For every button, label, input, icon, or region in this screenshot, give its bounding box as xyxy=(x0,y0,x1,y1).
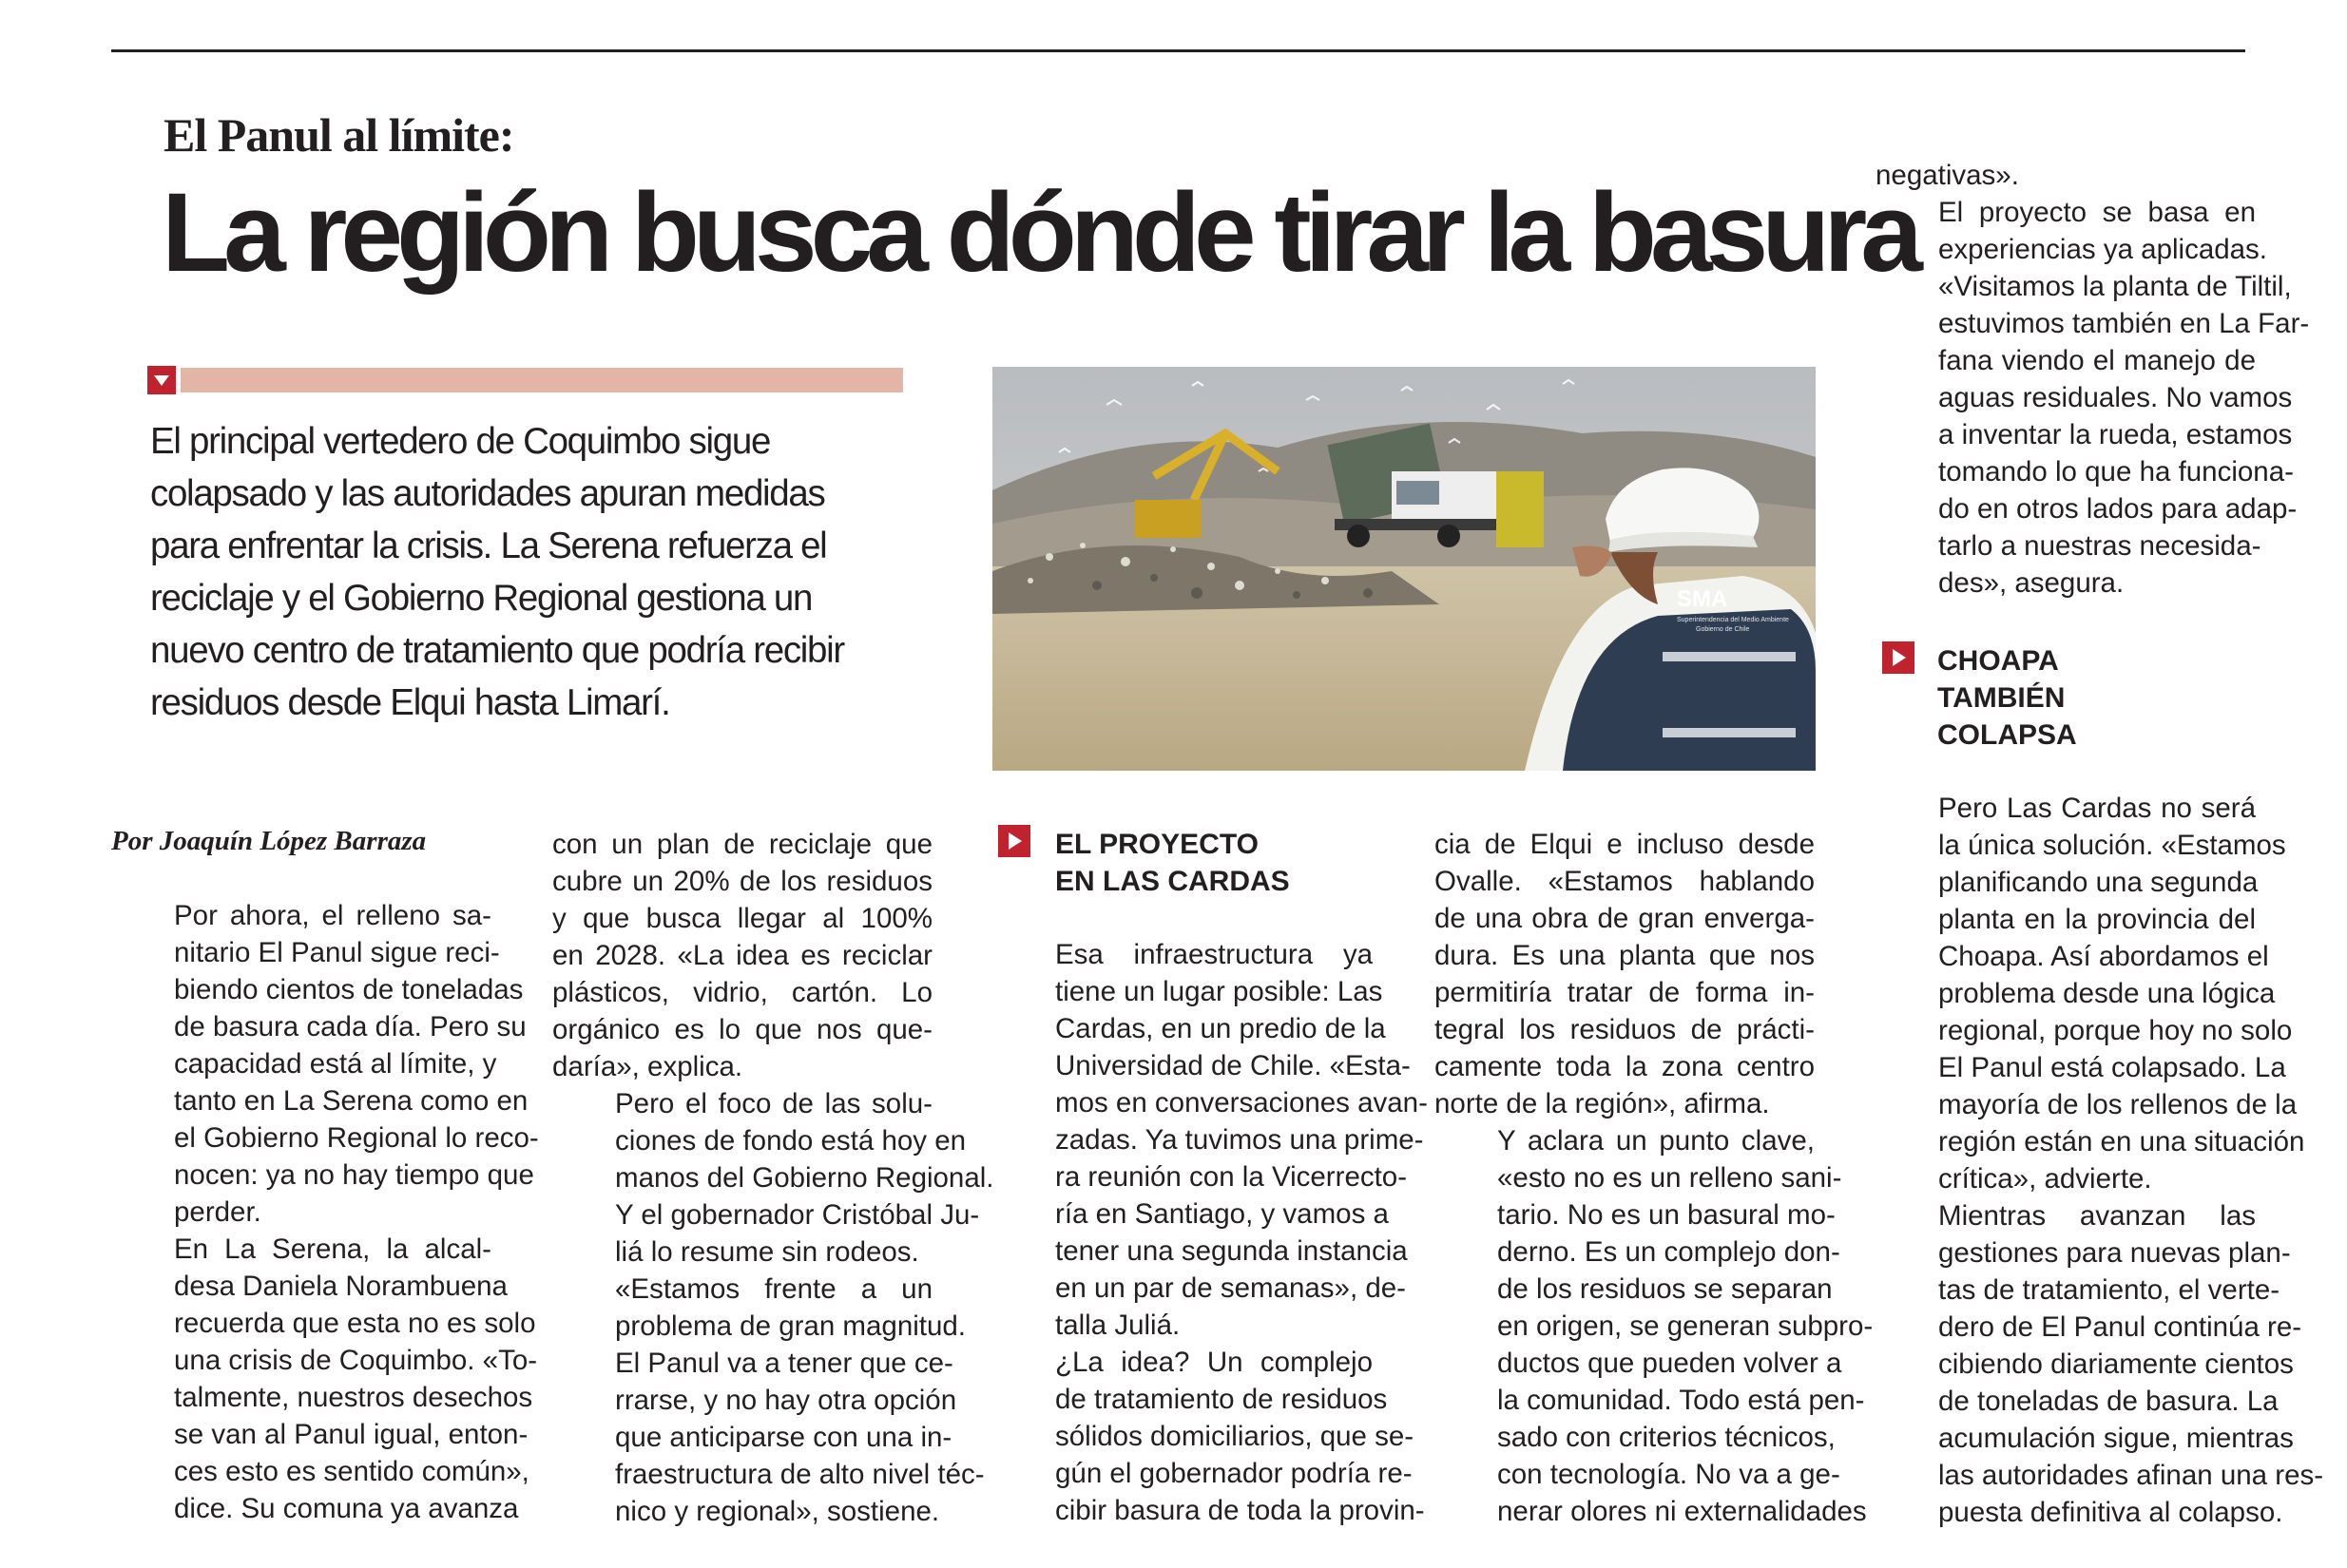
subhead-line: EL PROYECTO xyxy=(1055,829,1259,860)
text-line: tario. No es un basural mo- xyxy=(1497,1199,1836,1231)
subhead-line: COLAPSA xyxy=(1937,719,2077,751)
text-line: En La Serena, la alcal- xyxy=(174,1233,491,1265)
paragraph xyxy=(111,1231,538,1527)
text-line: Ovalle. «Estamos hablando xyxy=(1434,866,1815,897)
text-line: El Panul está colapsado. La xyxy=(1938,1052,2286,1083)
text-line: «esto no es un relleno sani- xyxy=(1497,1162,1842,1194)
text-line: crítica», advierte. xyxy=(1938,1163,2152,1195)
text-line: liá lo resume sin rodeos. xyxy=(615,1236,919,1268)
text-line: la única solución. «Estamos xyxy=(1938,830,2286,861)
text-line: Universidad de Chile. «Esta- xyxy=(1055,1050,1411,1081)
column-2 xyxy=(552,826,994,1530)
paragraph xyxy=(111,897,539,1231)
text-line: talla Juliá. xyxy=(1055,1310,1181,1341)
text-line: y que busca llegar al 100% xyxy=(552,903,933,934)
lead-band xyxy=(181,368,903,392)
text-line: de basura cada día. Pero su xyxy=(174,1011,527,1042)
text-line: nerar olores ni externalidades xyxy=(1497,1496,1867,1527)
paragraph xyxy=(992,1344,1425,1529)
text-line: se van al Panul igual, enton- xyxy=(174,1419,529,1450)
vest-sublabel: Gobierno de Chile xyxy=(1696,626,1750,633)
text-line: tomando lo que ha funciona- xyxy=(1938,456,2294,488)
text-line: en origen, se generan subpro- xyxy=(1497,1310,1874,1342)
paragraph xyxy=(1434,1122,1874,1530)
text-line: ciones de fondo está hoy en xyxy=(615,1125,967,1157)
text-line: en 2028. «La idea es reciclar xyxy=(552,940,933,971)
text-line: Esa infraestructura ya xyxy=(1055,939,1373,970)
text-line: sado con criterios técnicos, xyxy=(1497,1422,1836,1453)
text-line: tiene un lugar posible: Las xyxy=(1055,976,1383,1007)
headline: La región busca dónde tirar la basura xyxy=(162,170,1916,296)
text-line: recuerda que esta no es solo xyxy=(174,1308,536,1339)
paragraph xyxy=(552,1085,994,1271)
text-line: nitario El Panul sigue reci- xyxy=(174,937,500,968)
text-line: cubre un 20% de los residuos xyxy=(552,866,933,897)
vest-label: SMA xyxy=(1677,586,1728,612)
text-line: planificando una segunda xyxy=(1938,867,2259,898)
text-line: que anticiparse con una in- xyxy=(615,1422,952,1453)
text-line: cibir basura de toda la provin- xyxy=(1055,1495,1425,1526)
paragraph xyxy=(1876,790,2305,1197)
text-line: con tecnología. No va a ge- xyxy=(1497,1459,1840,1490)
text-line: sólidos domiciliarios, que se- xyxy=(1055,1421,1414,1452)
lead-paragraph xyxy=(150,415,892,729)
text-line: daría», explica. xyxy=(552,1051,743,1082)
paragraph xyxy=(552,826,933,1085)
text-line: ra reunión con la Vicerrecto- xyxy=(1055,1161,1408,1193)
text-line: problema desde una lógica xyxy=(1938,978,2276,1009)
text-line: tener una segunda instancia xyxy=(1055,1235,1408,1267)
text-line: ría en Santiago, y vamos a xyxy=(1055,1198,1389,1230)
subhead-marker-icon xyxy=(1882,641,1914,674)
paragraph xyxy=(1434,826,1815,1122)
text-line: de tratamiento de residuos xyxy=(1055,1384,1388,1415)
column-4 xyxy=(1434,826,1874,1530)
text-line: Y el gobernador Cristóbal Ju- xyxy=(615,1199,980,1231)
text-line: Cardas, en un predio de la xyxy=(1055,1013,1386,1044)
text-line: tegral los residuos de prácti- xyxy=(1434,1014,1815,1045)
text-line: en un par de semanas», de- xyxy=(1055,1272,1406,1304)
column-1 xyxy=(111,897,539,1527)
text-line: desa Daniela Norambuena xyxy=(174,1271,508,1302)
text-line: des», asegura. xyxy=(1938,567,2125,599)
text-line: las autoridades afinan una res- xyxy=(1938,1460,2324,1491)
text-line: zadas. Ya tuvimos una prime- xyxy=(1055,1124,1424,1156)
paragraph xyxy=(1876,194,2310,602)
lead-line: reciclaje y el Gobierno Regional gestiona un xyxy=(150,578,813,619)
text-line: de los residuos se separan xyxy=(1497,1273,1833,1305)
paragraph xyxy=(552,1271,985,1530)
text-line: fraestructura de alto nivel téc- xyxy=(615,1459,985,1490)
text-line: aguas residuales. No vamos xyxy=(1938,382,2293,413)
text-line: dura. Es una planta que nos xyxy=(1434,940,1815,971)
text-line: fana viendo el manejo de xyxy=(1938,345,2256,376)
text-line: Mientras avanzan las xyxy=(1938,1200,2256,1232)
subhead-line: TAMBIÉN xyxy=(1937,682,2066,714)
subhead-choapa xyxy=(1937,642,2077,754)
text-line: do en otros lados para adap- xyxy=(1938,493,2298,525)
text-line: «Estamos frente a un xyxy=(615,1273,933,1305)
text-line: manos del Gobierno Regional. xyxy=(615,1162,994,1194)
text-line: ¿La idea? Un complejo xyxy=(1055,1347,1373,1378)
text-line: problema de gran magnitud. xyxy=(615,1310,966,1342)
text-line: el Gobierno Regional lo reco- xyxy=(174,1122,539,1154)
text-line: rrarse, y no hay otra opción xyxy=(615,1385,957,1416)
text-line: capacidad está al límite, y xyxy=(174,1048,497,1080)
text-line: nocen: ya no hay tiempo que xyxy=(174,1159,534,1191)
text-line: planta en la provincia del xyxy=(1938,904,2256,935)
text-line: ductos que pueden volver a xyxy=(1497,1348,1842,1379)
byline: Por Joaquín López Barraza xyxy=(111,826,427,856)
lead-line: residuos desde Elqui hasta Limarí. xyxy=(150,682,670,723)
text-line: tarlo a nuestras necesida- xyxy=(1938,530,2261,562)
text-line: con un plan de reciclaje que xyxy=(552,829,933,860)
text-line: Pero el foco de las solu- xyxy=(615,1088,933,1119)
text-line: de una obra de gran envergа- xyxy=(1434,903,1815,934)
column-3 xyxy=(992,936,1428,1529)
text-line: «Visitamos la planta de Tiltil, xyxy=(1938,271,2292,302)
paragraph xyxy=(1876,1197,2324,1531)
text-line: estuvimos también en La Far- xyxy=(1938,308,2310,339)
lead-line: para enfrentar la crisis. La Serena refuerza el xyxy=(150,526,827,566)
text-line: plásticos, vidrio, cartón. Lo xyxy=(552,977,933,1008)
landfill-photo xyxy=(992,367,1816,771)
text-line: Choapa. Así abordamos el xyxy=(1938,941,2269,972)
text-line: dero de El Panul continúa re- xyxy=(1938,1311,2302,1343)
text-line: la comunidad. Todo está pen- xyxy=(1497,1385,1865,1416)
text-line: tanto en La Serena como en xyxy=(174,1085,529,1117)
text-line: Y aclara un punto clave, xyxy=(1497,1125,1815,1157)
lead-line: El principal vertedero de Coquimbo sigue xyxy=(150,421,771,462)
text-line: derno. Es un complejo don- xyxy=(1497,1236,1840,1268)
text-line: norte de la región», afirma. xyxy=(1434,1088,1770,1119)
text-line: Por ahora, el relleno sa- xyxy=(174,900,491,931)
paragraph xyxy=(1876,157,2256,194)
top-rule xyxy=(111,49,2245,52)
text-line: mayoría de los rellenos de la xyxy=(1938,1089,2298,1120)
vest-sublabel: Superintendencia del Medio Ambiente xyxy=(1677,617,1789,623)
text-line: gestiones para nuevas plan- xyxy=(1938,1237,2291,1269)
text-line: nico y regional», sostiene. xyxy=(615,1496,940,1527)
paragraph xyxy=(992,936,1428,1344)
text-line: negativas». xyxy=(1876,160,2019,191)
text-line: biendo cientos de toneladas xyxy=(174,974,524,1005)
text-line: dice. Su comuna ya avanza xyxy=(174,1493,519,1524)
text-line: puesta definitiva al colapso. xyxy=(1938,1497,2283,1528)
column-5 xyxy=(1876,157,2310,602)
text-line: tas de tratamiento, el verte- xyxy=(1938,1274,2280,1306)
text-line: gún el gobernador podría re- xyxy=(1055,1458,1413,1489)
text-line: El Panul va a tener que ce- xyxy=(615,1348,953,1379)
text-line: regional, porque hoy no solo xyxy=(1938,1015,2293,1046)
text-line: perder. xyxy=(174,1196,261,1228)
text-line: acumulación sigue, mientras xyxy=(1938,1423,2294,1454)
text-line: a inventar la rueda, estamos xyxy=(1938,419,2293,450)
column-6 xyxy=(1876,790,2324,1531)
text-line: mos en conversaciones avan- xyxy=(1055,1087,1428,1119)
subhead-proyecto xyxy=(1055,826,1290,900)
text-line: Pero Las Cardas no será xyxy=(1938,793,2256,824)
lead-marker-icon xyxy=(147,366,176,394)
text-line: una crisis de Coquimbo. «To- xyxy=(174,1345,538,1376)
subhead-line: CHOAPA xyxy=(1937,645,2059,677)
text-line: ces esto es sentido común», xyxy=(174,1456,529,1487)
text-line: orgánico es lo que nos que- xyxy=(552,1014,933,1045)
text-line: El proyecto se basa en xyxy=(1938,197,2256,228)
text-line: camente toda la zona centro xyxy=(1434,1051,1815,1082)
text-line: permitiría tratar de forma in- xyxy=(1434,977,1815,1008)
text-line: de toneladas de basura. La xyxy=(1938,1386,2279,1417)
lead-line: nuevo centro de tratamiento que podría recibir xyxy=(150,630,844,671)
text-line: cibiendo diariamente cientos xyxy=(1938,1348,2294,1380)
kicker: El Panul al límite: xyxy=(164,108,514,162)
lead-line: colapsado y las autoridades apuran medidas xyxy=(150,473,825,514)
text-line: experiencias ya aplicadas. xyxy=(1938,234,2268,265)
subhead-marker-icon xyxy=(998,825,1030,857)
text-line: región están en una situación xyxy=(1938,1126,2305,1157)
text-line: cia de Elqui e incluso desde xyxy=(1434,829,1815,860)
subhead-line: EN LAS CARDAS xyxy=(1055,866,1290,897)
text-line: talmente, nuestros desechos xyxy=(174,1382,533,1413)
